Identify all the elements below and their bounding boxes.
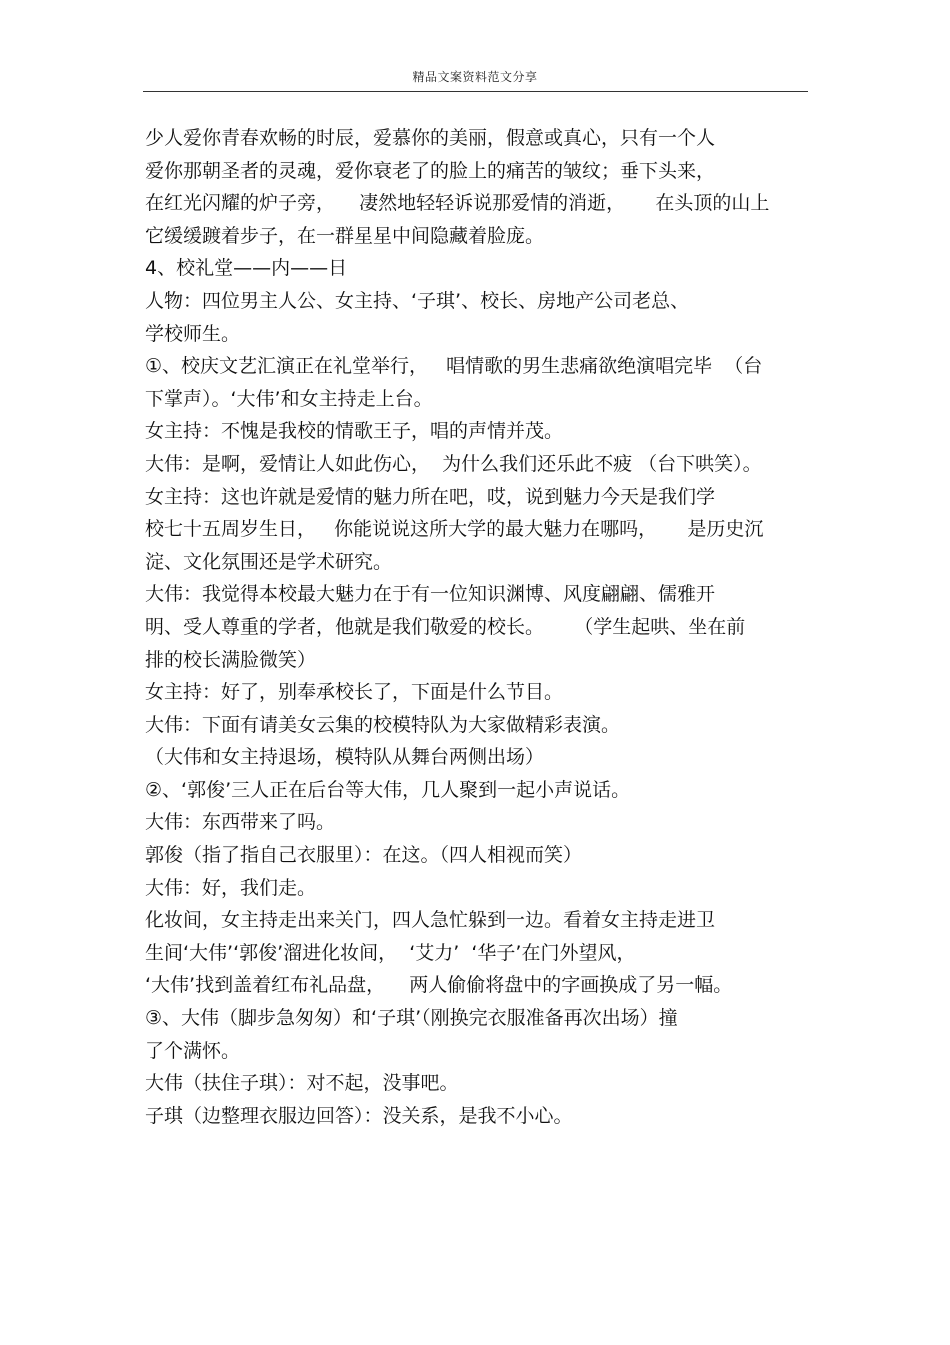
dialogue-line: 大伟：好，我们走。 [145,876,317,899]
stage-direction: （大伟和女主持退场，模特队从舞台两侧出场） [145,746,545,769]
text-line: 人物：四位男主人公、女主持、‘子琪’、校长、房地产公司老总、 [145,289,690,312]
text-line: 它缓缓踱着步子，在一群星星中间隐藏着脸庞。 [145,224,545,247]
text-line: 爱你那朝圣者的灵魂，爱你衰老了的脸上的痛苦的皱纹；垂下头来， [145,159,716,182]
document-body [145,122,810,1132]
text-line: ③、大伟（脚步急匆匆）和‘子琪’（刚换完衣服准备再次出场）撞 [145,1007,678,1030]
dialogue-line: 大伟（扶住子琪）：对不起，没事吧。 [145,1072,459,1095]
dialogue-line: 女主持：好了，别奉承校长了，下面是什么节目。 [145,681,564,704]
dialogue-line: 排的校长满脸微笑） [145,648,317,671]
text-line: 在红光闪耀的炉子旁， 凄然地轻轻诉说那爱情的消逝， 在头顶的山上 [145,192,770,215]
dialogue-line: 子琪（边整理衣服边回答）：没关系，是我不小心。 [145,1104,573,1127]
header-divider [143,91,808,92]
text-line: ①、校庆文艺汇演正在礼堂举行， 唱情歌的男生悲痛欲绝演唱完毕 （台 [145,355,763,378]
dialogue-line: 大伟：东西带来了吗。 [145,811,336,834]
text-line: 了个满怀。 [145,1039,241,1062]
text-line: 学校师生。 [145,322,241,345]
text-line: 少人爱你青春欢畅的时辰，爱慕你的美丽，假意或真心，只有一个人 [145,127,716,149]
dialogue-line: 女主持：这也许就是爱情的魅力所在吧，哎，说到魅力今天是我们学 [145,485,716,508]
text-line: ②、‘郭俊’三人正在后台等大伟，几人聚到一起小声说话。 [145,778,631,801]
dialogue-line: 女主持：不愧是我校的情歌王子，唱的声情并茂。 [145,420,564,443]
dialogue-line: 大伟：下面有请美女云集的校模特队为大家做精彩表演。 [145,713,621,736]
text-line: 生间‘大伟’‘郭俊’溜进化妆间， ‘艾力’ ‘华子’在门外望风， [145,941,636,964]
dialogue-line: 大伟：我觉得本校最大魅力在于有一位知识渊博、风度翩翩、儒雅开 [145,583,716,606]
dialogue-line: 淀、文化氛围还是学术研究。 [145,550,393,573]
dialogue-line: 明、受人尊重的学者，他就是我们敬爱的校长。 （学生起哄、坐在前 [145,615,746,638]
dialogue-line: 校七十五周岁生日， 你能说说这所大学的最大魅力在哪吗， 是历史沉 [145,518,764,541]
text-line: ‘大伟’找到盖着红布礼品盘， 两人偷偷将盘中的字画换成了另一幅。 [145,974,733,997]
text-line: 化妆间，女主持走出来关门，四人急忙躲到一边。看着女主持走进卫 [145,909,716,932]
page-header: 精品文案资料范文分享 [412,70,538,84]
dialogue-line: 郭俊（指了指自己衣服里）：在这。（四人相视而笑） [145,844,583,867]
dialogue-line: 大伟：是啊，爱情让人如此伤心， 为什么我们还乐此不疲 （台下哄笑）。 [145,452,762,475]
text-line: 下掌声）。‘大伟’和女主持走上台。 [145,387,433,410]
scene-heading: 4、校礼堂——内——日 [145,257,348,280]
